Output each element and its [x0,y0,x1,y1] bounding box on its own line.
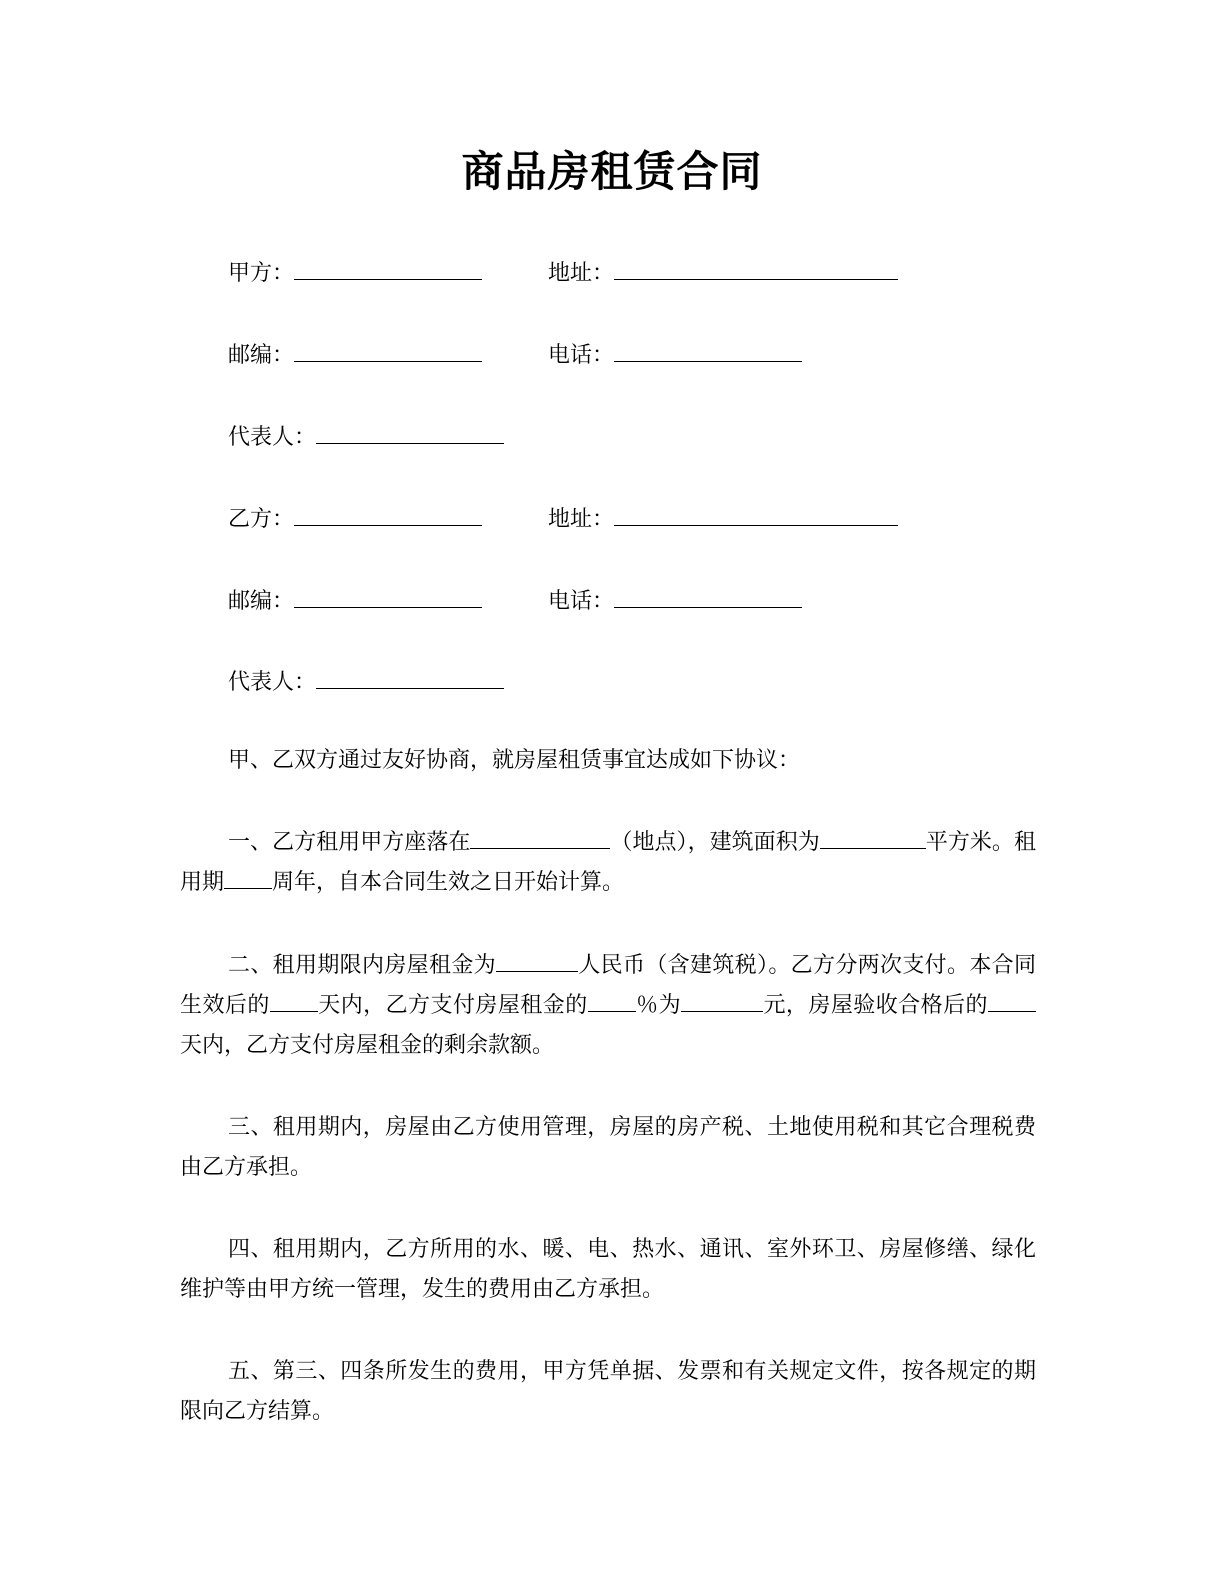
party-a-name-field [228,257,482,289]
party-a-phone-label: 电话： [548,343,615,368]
clause-3 [180,1108,1036,1188]
clause-2-text-3: 天内，乙方支付房屋租金的 [317,993,588,1018]
party-a-name-blank[interactable] [294,257,482,280]
party-b-postcode-field [228,585,482,617]
clause-2-rent-blank[interactable] [496,949,578,972]
party-b-address-field [548,503,898,535]
party-a-rep-field [228,421,504,453]
party-a-address-blank[interactable] [614,257,898,280]
clause-1-location-blank[interactable] [470,826,610,849]
party-b-postcode-blank[interactable] [294,585,482,608]
clause-1-area-blank[interactable] [820,826,926,849]
party-a-phone-blank[interactable] [614,339,802,362]
party-a-postcode-blank[interactable] [294,339,482,362]
clause-2-text-4: ％为 [635,993,682,1018]
party-a-rep-blank[interactable] [316,421,504,444]
intro-text: 甲、乙双方通过友好协商，就房屋租赁事宜达成如下协议： [228,748,801,773]
party-b-phone-field [548,585,802,617]
party-b-name-blank[interactable] [294,503,482,526]
party-b-name-label: 乙方： [228,507,295,532]
party-a-address-field [548,257,898,289]
clause-2-text-1: 二、租用期限内房屋租金为 [228,953,496,978]
clause-1-years-blank[interactable] [224,866,272,889]
party-b-phone-label: 电话： [548,589,615,614]
clause-2-amount-blank[interactable] [681,989,763,1012]
clause-1-text-3: 平方米。租用期 [180,830,1036,895]
clause-2 [180,946,1036,1066]
clause-1 [180,823,1036,903]
party-a-postcode-field [228,339,482,371]
party-b-phone-blank[interactable] [614,585,802,608]
clause-1-text-1: 一、乙方租用甲方座落在 [228,830,471,855]
party-a-rep-label: 代表人： [228,425,317,450]
clause-3-text: 三、租用期内，房屋由乙方使用管理，房屋的房产税、土地使用税和其它合理税费由乙方承担。 [180,1115,1036,1180]
document-title: 商品房租赁合同 [461,147,763,196]
clause-2-days-blank[interactable] [270,989,318,1012]
party-b-rep-blank[interactable] [316,666,504,689]
clause-2-text-2: 人民币（含建筑税）。乙方分两次支付。本合同生效后的 [180,953,1036,1018]
party-b-postcode-label: 邮编： [228,589,295,614]
clause-1-text-2: （地点），建筑面积为 [610,830,820,855]
clause-2-text-6: 天内，乙方支付房屋租金的剩余款额。 [180,1033,555,1058]
party-b-address-blank[interactable] [614,503,898,526]
clause-4-text: 四、租用期内，乙方所用的水、暖、电、热水、通讯、室外环卫、房屋修缮、绿化维护等由甲方统一管理，发生的费用由乙方承担。 [180,1237,1036,1302]
party-b-name-field [228,503,482,535]
clause-2-percent-blank[interactable] [588,989,636,1012]
clause-5 [180,1352,1036,1432]
party-b-rep-field [228,666,504,698]
clause-2-days-2-blank[interactable] [988,989,1036,1012]
party-b-rep-label: 代表人： [228,670,317,695]
party-a-name-label: 甲方： [228,261,295,286]
party-b-address-label: 地址： [548,507,615,532]
party-a-phone-field [548,339,802,371]
clause-5-text: 五、第三、四条所发生的费用，甲方凭单据、发票和有关规定文件，按各规定的期限向乙方结算。 [180,1359,1036,1424]
clause-1-text-4: 周年，自本合同生效之日开始计算。 [272,870,625,895]
intro-paragraph [180,741,1036,781]
clause-2-text-5: 元，房屋验收合格后的 [763,993,988,1018]
party-a-postcode-label: 邮编： [228,343,295,368]
party-a-address-label: 地址： [548,261,615,286]
clause-4 [180,1230,1036,1310]
